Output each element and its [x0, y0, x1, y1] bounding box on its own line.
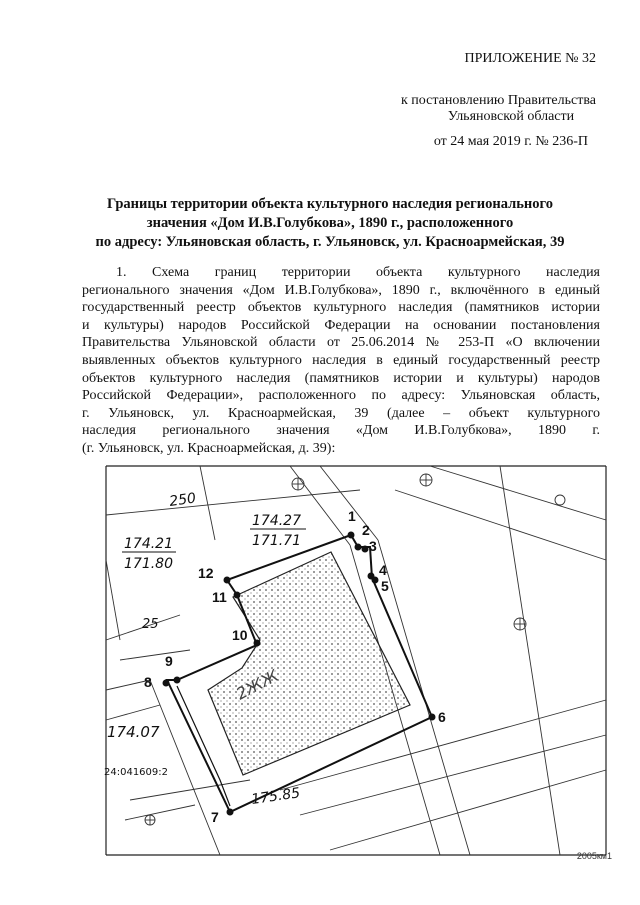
title-line1: Границы территории объекта культурного наследия регионального	[107, 196, 553, 212]
label-25: 25	[142, 617, 159, 632]
point-10-marker	[254, 640, 261, 647]
point-label-5: 5	[381, 578, 389, 594]
point-label-2: 2	[362, 522, 370, 538]
point-label-4: 4	[379, 562, 387, 578]
paragraph-line: государственный реестр объектов культурного наследия (памятников истории	[82, 300, 600, 316]
title-line3: по адресу: Ульяновская область, г. Ульяновск, ул. Красноармейская, 39	[95, 234, 565, 250]
point-label-7: 7	[211, 809, 219, 825]
point-3-marker	[362, 546, 369, 553]
paragraph-line: регионального значения «Дом И.В.Голубкова», 1890 г., включённого в единый	[82, 282, 600, 298]
point-6-marker	[429, 714, 436, 721]
point-11-marker	[234, 592, 241, 599]
paragraph-line: 1. Схема границ территории объекта культурного наследия	[116, 265, 600, 280]
cadastral-number: 24:041609:2	[104, 767, 168, 778]
elev-a-bottom: 171.80	[124, 556, 173, 572]
resolution-line2: Ульяновской области	[447, 109, 575, 124]
label-250: 250	[168, 490, 198, 510]
title-line2: значения «Дом И.В.Голубкова», 1890 г., расположенного	[146, 215, 514, 231]
point-2-marker	[355, 544, 362, 551]
point-label-9: 9	[165, 653, 173, 669]
point-7-marker	[227, 809, 234, 816]
point-1-marker	[348, 532, 355, 539]
bottom-value: 175.85	[250, 785, 302, 808]
paragraph-line: выявленных объектов культурного наследия в единый государственный реестр	[82, 352, 600, 368]
building-label: 2ЖЖ	[232, 665, 282, 704]
point-5-marker	[372, 577, 379, 584]
point-label-11: 11	[212, 589, 227, 605]
paragraph-line: Российской Федерации», расположенного по адресу: Ульяновская область,	[82, 388, 600, 404]
point-8-marker	[163, 680, 170, 687]
paragraph-line: (г. Ульяновск, ул. Красноармейская, д. 39):	[82, 440, 336, 456]
elev-a-top: 174.21	[124, 536, 173, 552]
paragraph-line: наследия регионального значения «Дом И.В.Голубкова», 1890 г.	[82, 423, 600, 439]
point-label-3: 3	[369, 538, 377, 554]
body-paragraph	[82, 264, 600, 458]
paragraph-line: объектов культурного наследия (памятников истории и культуры) народов	[82, 370, 600, 386]
paragraph-line: г. Ульяновск, ул. Красноармейская, 39 (далее – объект культурного	[82, 405, 600, 421]
point-label-8: 8	[144, 674, 152, 690]
appendix-number: ПРИЛОЖЕНИЕ № 32	[464, 51, 596, 66]
page-stamp: 2005км1	[576, 851, 612, 861]
paragraph-line: и культуры) народов Российской Федерации на основании постановления	[82, 317, 600, 333]
point-9-marker	[174, 677, 181, 684]
resolution-date-number: от 24 мая 2019 г. № 236-П	[433, 134, 588, 149]
elev-b-top: 174.27	[252, 513, 301, 529]
resolution-line1: к постановлению Правительства	[400, 93, 596, 108]
territory-scheme	[104, 464, 610, 864]
paragraph-line: Правительства Ульяновской области от 25.06.2014 № 253-П «О включении	[82, 335, 600, 351]
point-label-1: 1	[348, 508, 356, 524]
elev-b-bottom: 171.71	[252, 533, 301, 549]
point-label-10: 10	[232, 627, 248, 643]
point-label-12: 12	[198, 565, 214, 581]
left-value: 174.07	[107, 723, 160, 741]
point-12-marker	[224, 577, 231, 584]
point-label-6: 6	[438, 709, 446, 725]
